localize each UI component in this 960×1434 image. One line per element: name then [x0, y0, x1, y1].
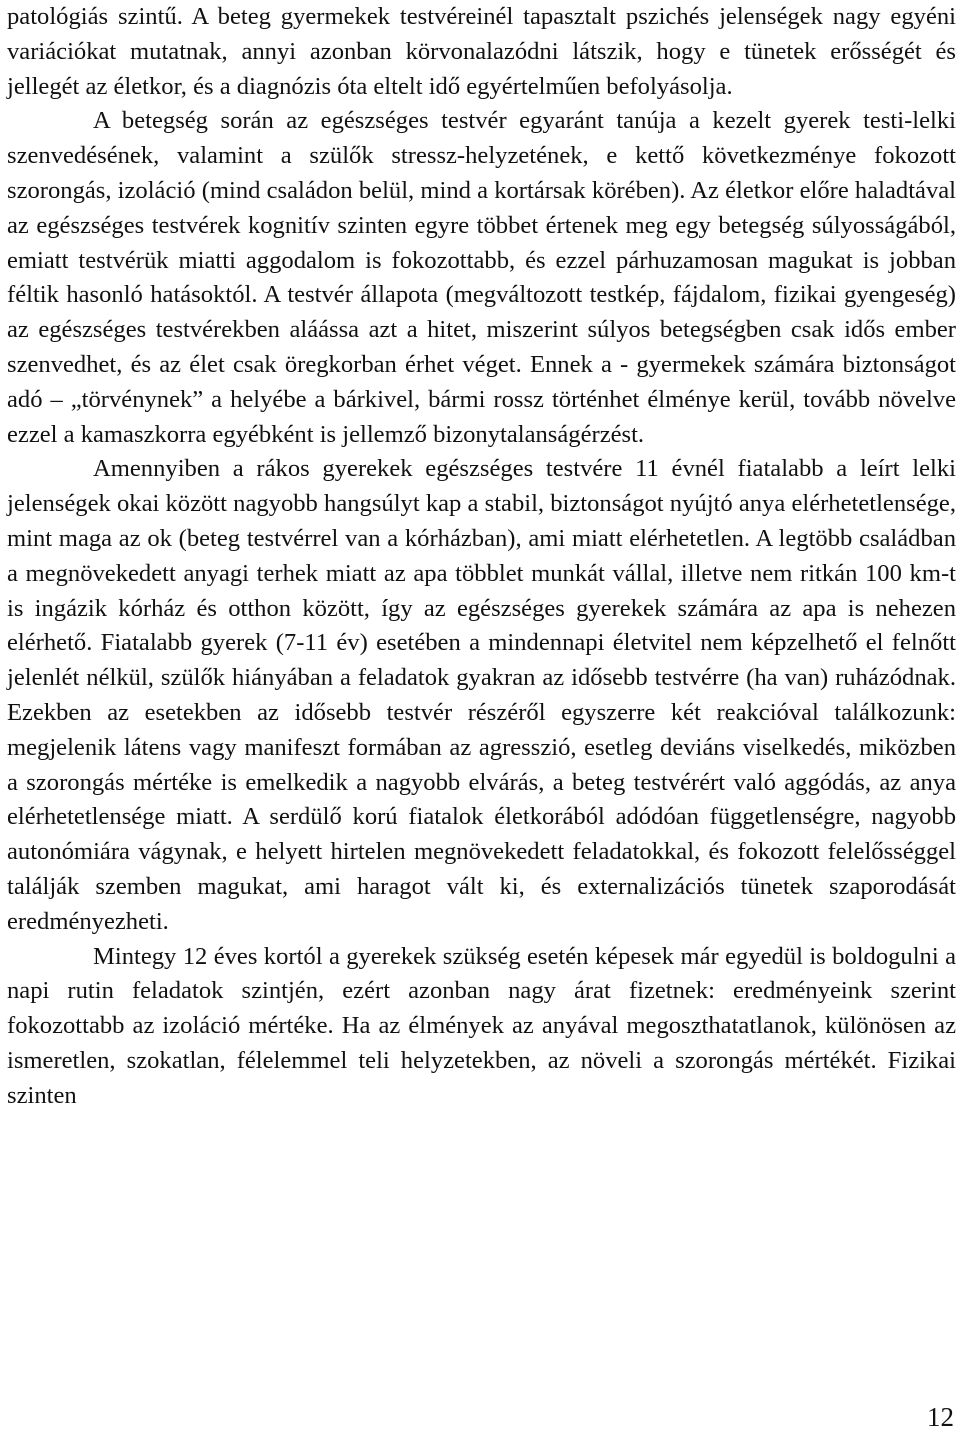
- page-number: 12: [927, 1402, 954, 1432]
- paragraph-under-eleven: Amennyiben a rákos gyerekek egészséges testvére 11 évnél fiatalabb a leírt lelki jelenségek okai között nagyobb hangsúlyt kap a stabil, biztonságot nyújtó anya elérhetetlensége, mint maga az ok (beteg testvérrel van a kórházban), ami miatt elérhetetlen. A legtöbb családban a megnövekedett anyagi terhek miatt az apa többlet munkát vállal, illetve nem ritkán 100 km-t is ingázik kórház és otthon között, így az egészséges gyerekek számára az apa is nehezen elérhető. Fiatalabb gyerek (7-11 év) esetében a mindennapi életvitel nem képzelhető el felnőtt jelenlét nélkül, szülők hiányában a feladatok gyakran az idősebb testvérre (ha van) ruházódnak. Ezekben az esetekben az idősebb testvér részéről egyszerre két reakcióval találkozunk: megjelenik látens vagy manifeszt formában az agresszió, esetleg deviáns viselkedés, miközben a szorongás mértéke is emelkedik a nagyobb elvárás, a beteg testvérért való aggódás, az anya elérhetetlensége miatt. A serdülő korú fiatalok életkorából adódóan függetlenségre, nagyobb autonómiára vágynak, e helyett hirtelen megnövekedett feladatokkal, és fokozott felelősséggel találják szemben magukat, ami haragot vált ki, és externalizációs tünetek szaporodását eredményezheti.: [7, 455, 956, 935]
- document-page: [7, 0, 956, 1114]
- paragraph-sibling-illness-experience: A betegség során az egészséges testvér egyaránt tanúja a kezelt gyerek testi-lelki szenvedésének, valamint a szülők stressz-helyzetének, e kettő következménye fokozott szorongás, izoláció (mind családon belül, mind a kortársak körében). Az életkor előre haladtával az egészséges testvérek kognitív szinten egyre többet értenek meg egy betegség súlyosságából, emiatt testvérük miatti aggodalom is fokozottabb, és ezzel párhuzamosan magukat is jobban féltik hasonló hatásoktól. A testvér állapota (megváltozott testkép, fájdalom, fizikai gyengeség) az egészséges testvérekben aláássa azt a hitet, miszerint súlyos betegségben csak idős ember szenvedhet, és az élet csak öregkorban érhet véget. Ennek a - gyermekek számára biztonságot adó – „törvénynek” a helyébe a bárkivel, bármi rossz történhet élménye kerül, tovább növelve ezzel a kamaszkorra egyébként is jellemző bizonytalanságérzést.: [7, 107, 956, 448]
- paragraph-continuation: patológiás szintű. A beteg gyermekek testvéreinél tapasztalt pszichés jelenségek nagy egyéni variációkat mutatnak, annyi azonban körvonalazódni látszik, hogy e tünetek erősségét és jellegét az életkor, és a diagnózis óta eltelt idő egyértelműen befolyásolja.: [7, 3, 956, 100]
- paragraph-twelve-years: Mintegy 12 éves kortól a gyerekek szükség esetén képesek már egyedül is boldogulni a napi rutin feladatok szintjén, ezért azonban nagy árat fizetnek: eredményeink szerint fokozottabb az izoláció mértéke. Ha az élmények az anyával megoszthatatlanok, különösen az ismeretlen, szokatlan, félelemmel teli helyzetekben, az növeli a szorongás mértékét. Fizikai szinten: [7, 942, 956, 1109]
